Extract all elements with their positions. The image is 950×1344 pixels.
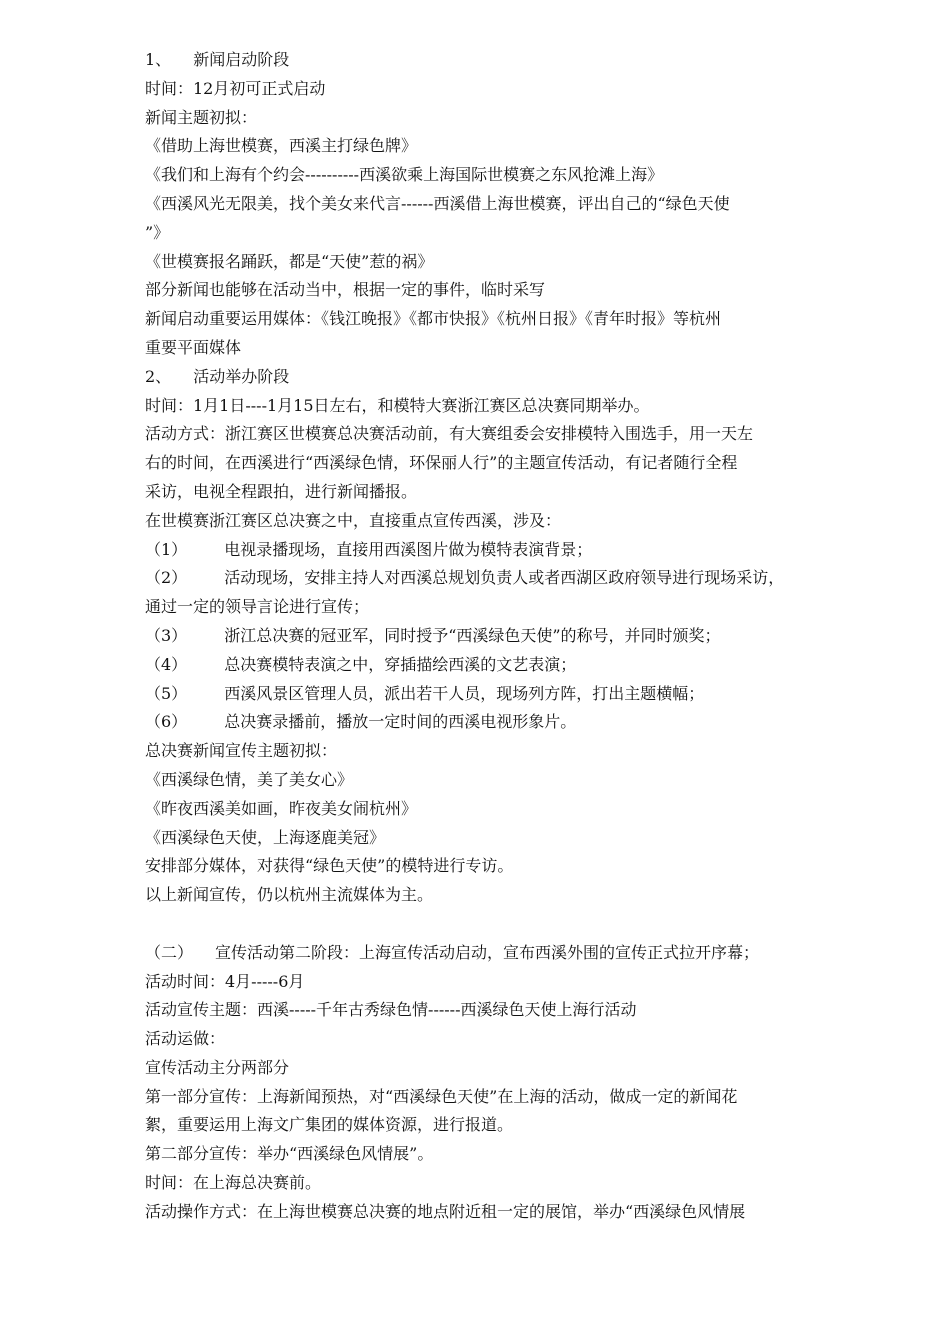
list-item-text: 西溪风景区管理人员，派出若干人员，现场列方阵，打出主题横幅； [224,683,705,703]
phase-2-part-2: 第二部分宣传：举办“西溪绿色风情展”。 [145,1144,434,1164]
list-item-number: （6） [145,712,188,732]
section-1-media-cont: 重要平面媒体 [145,337,242,357]
list-item-number: （3） [145,625,188,645]
news-topic: 《借助上海世模赛，西溪主打绿色牌》 [145,136,418,156]
section-1-note: 部分新闻也能够在活动当中，根据一定的事件，临时采写 [145,280,546,300]
section-2-method: 采访，电视全程跟拍，进行新闻播报。 [145,481,418,501]
section-title: 新闻启动阶段 [193,50,290,69]
phase-2-part-1: 第一部分宣传：上海新闻预热，对“西溪绿色天使”在上海的活动，做成一定的新闻花 [145,1086,738,1106]
news-topic: 《世模赛报名踊跃，都是“天使”惹的祸》 [145,251,434,271]
section-2-heading [145,363,905,392]
list-item [145,708,905,737]
list-item [145,536,905,565]
section-2-time: 时间：1月1日----1月15日左右，和模特大赛浙江赛区总决赛同期举办。 [145,395,650,415]
phase-2-heading [145,939,905,968]
phase-2-part-2-method: 活动操作方式：在上海世模赛总决赛的地点附近租一定的展馆，举办“西溪绿色风情展 [145,1201,746,1221]
list-item [145,651,905,680]
section-title: 活动举办阶段 [193,366,290,386]
final-topic: 《西溪绿色情，美了美女心》 [145,769,354,789]
list-item-text: 总决赛录播前，播放一定时间的西溪电视形象片。 [224,712,577,732]
topics-label: 新闻主题初拟： [145,107,258,127]
interview-note: 安排部分媒体，对获得“绿色天使”的模特进行专访。 [145,856,514,876]
blank-line [145,910,905,939]
document-page [145,46,905,1227]
phase-2-part-1-cont: 絮，重要运用上海文广集团的媒体资源，进行报道。 [145,1115,514,1135]
final-topic: 《西溪绿色天使，上海逐鹿美冠》 [145,827,386,847]
news-topic: ”》 [145,222,170,242]
news-topic: 《我们和上海有个约会----------西溪欲乘上海国际世模赛之东风抢滩上海》 [145,165,664,185]
phase-title: 宣传活动第二阶段：上海宣传活动启动，宣布西溪外围的宣传正式拉开序幕； [215,942,760,962]
phase-2-part-2-time: 时间：在上海总决赛前。 [145,1173,322,1193]
list-item-cont: 通过一定的领导言论进行宣传； [145,597,370,617]
list-item-number: （5） [145,683,188,703]
final-topics-label: 总决赛新闻宣传主题初拟： [145,741,338,761]
list-item [145,622,905,651]
list-item-number: （4） [145,654,188,674]
section-2-method: 活动方式：浙江赛区世模赛总决赛活动前，有大赛组委会安排模特入围选手，用一天左 [145,424,754,444]
list-item-number: （2） [145,568,188,588]
phase-number: （二） [145,942,194,962]
phase-2-theme: 活动宣传主题：西溪-----千年古秀绿色情------西溪绿色天使上海行活动 [145,1000,637,1020]
final-intro: 在世模赛浙江赛区总决赛之中，直接重点宣传西溪，涉及： [145,510,562,530]
section-2-method: 右的时间，在西溪进行“西溪绿色情，环保丽人行”的主题宣传活动，有记者随行全程 [145,453,738,473]
list-item [145,680,905,709]
list-item-text: 浙江总决赛的冠亚军，同时授予“西溪绿色天使”的称号，并同时颁奖； [224,625,721,645]
section-1-heading [145,46,905,75]
list-item-number: （1） [145,539,188,559]
summary-note: 以上新闻宣传，仍以杭州主流媒体为主。 [145,885,434,905]
list-item-text: 电视录播现场，直接用西溪图片做为模特表演背景； [224,539,593,559]
phase-2-time: 活动时间：4月-----6月 [145,971,305,991]
section-number: 2、 [145,366,172,386]
section-number: 1、 [145,50,172,69]
phase-2-ops-label: 活动运做： [145,1029,226,1049]
phase-2-parts-label: 宣传活动主分两部分 [145,1057,290,1077]
list-item-text: 活动现场，安排主持人对西溪总规划负责人或者西湖区政府领导进行现场采访， [224,568,785,588]
section-1-media: 新闻启动重要运用媒体：《钱江晚报》《都市快报》《杭州日报》《青年时报》等杭州 [145,309,722,329]
section-1-time: 时间：12月初可正式启动 [145,78,326,98]
list-item [145,564,905,593]
news-topic: 《西溪风光无限美，找个美女来代言------西溪借上海世模赛，评出自己的“绿色天使 [145,193,730,213]
list-item-text: 总决赛模特表演之中，穿插描绘西溪的文艺表演； [224,654,577,674]
final-topic: 《昨夜西溪美如画，昨夜美女闹杭州》 [145,798,418,818]
